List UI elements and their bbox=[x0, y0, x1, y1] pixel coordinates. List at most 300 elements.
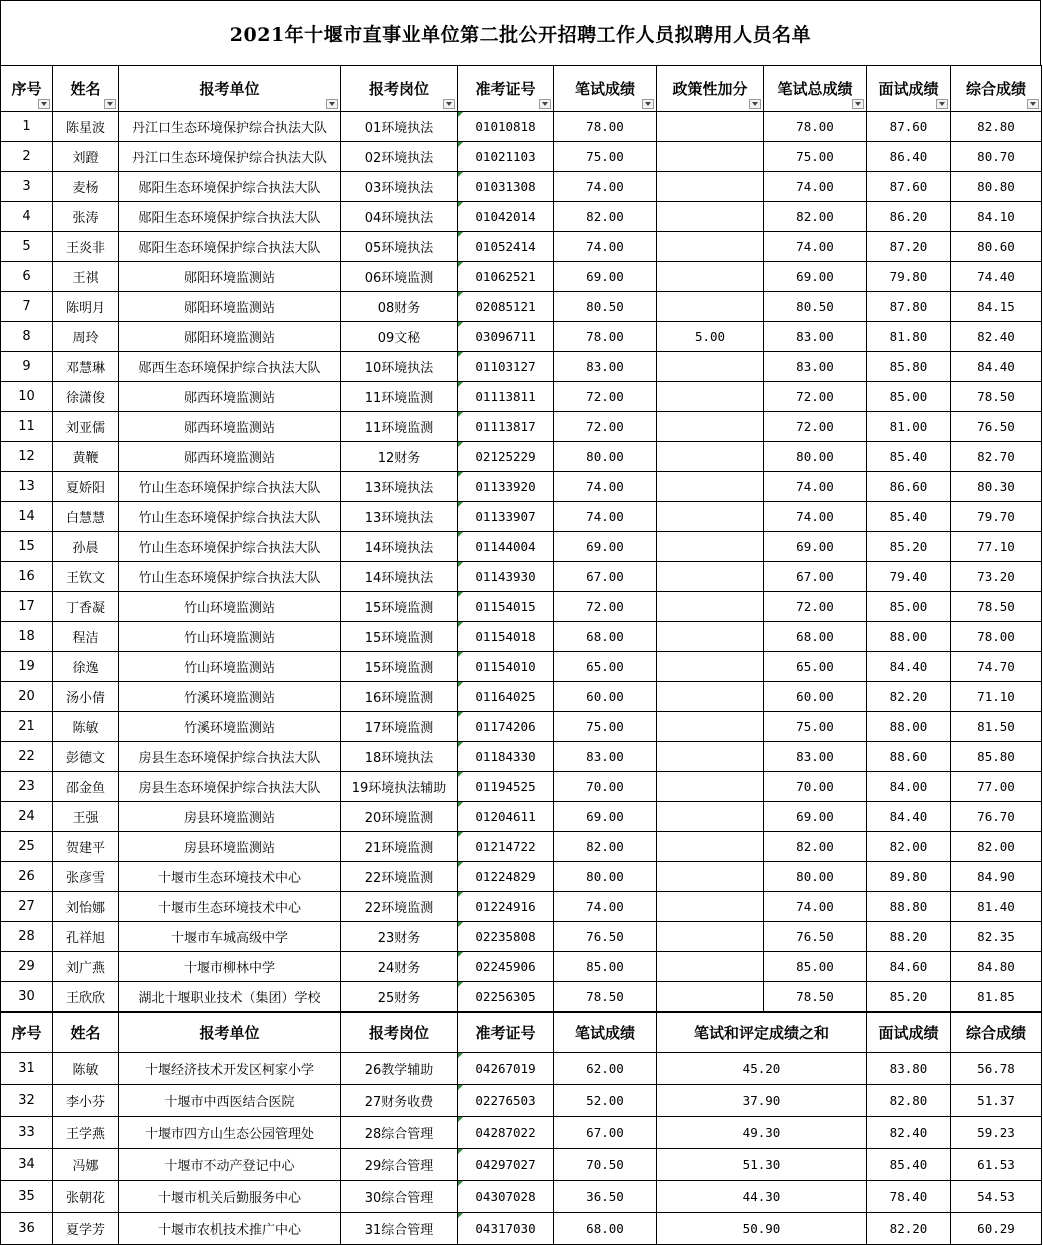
table-cell bbox=[657, 172, 764, 202]
table-cell: 76.70 bbox=[951, 802, 1042, 832]
table-cell: 05环境执法 bbox=[341, 232, 458, 262]
table-cell: 竹山生态环境保护综合执法大队 bbox=[119, 502, 341, 532]
table-cell: 84.40 bbox=[951, 352, 1042, 382]
table-cell: 56.78 bbox=[951, 1053, 1042, 1085]
column-header bbox=[1, 66, 53, 112]
table-cell bbox=[657, 712, 764, 742]
hiring-table bbox=[0, 65, 1042, 1012]
table-cell: 75.00 bbox=[764, 142, 867, 172]
table-cell: 29 bbox=[1, 952, 53, 982]
table-cell: 72.00 bbox=[764, 382, 867, 412]
table-cell: 67.00 bbox=[554, 562, 657, 592]
table-cell: 10环境执法 bbox=[341, 352, 458, 382]
table-row bbox=[1, 772, 1042, 802]
table-cell: 85.00 bbox=[867, 592, 951, 622]
table-cell: 29综合管理 bbox=[341, 1149, 458, 1181]
table-row bbox=[1, 232, 1042, 262]
table-cell: 81.40 bbox=[951, 892, 1042, 922]
table-cell: 82.40 bbox=[867, 1117, 951, 1149]
column-header-label: 笔试和评定成绩之和 bbox=[693, 1024, 829, 1042]
table-cell: 82.80 bbox=[867, 1085, 951, 1117]
table-cell: 丹江口生态环境保护综合执法大队 bbox=[119, 112, 341, 142]
table-cell: 88.00 bbox=[867, 712, 951, 742]
table-cell: 01174206 bbox=[458, 712, 554, 742]
table-cell bbox=[657, 262, 764, 292]
table-cell: 23财务 bbox=[341, 922, 458, 952]
table-cell: 82.00 bbox=[764, 202, 867, 232]
table-cell: 陈敏 bbox=[53, 712, 119, 742]
column-header bbox=[657, 66, 764, 112]
table-cell: 44.30 bbox=[657, 1181, 867, 1213]
table-cell: 04287022 bbox=[458, 1117, 554, 1149]
table-cell: 84.80 bbox=[951, 952, 1042, 982]
table-cell: 37.90 bbox=[657, 1085, 867, 1117]
table-cell: 21环境监测 bbox=[341, 832, 458, 862]
table-row bbox=[1, 172, 1042, 202]
table-cell: 15环境监测 bbox=[341, 652, 458, 682]
table-cell: 76.50 bbox=[554, 922, 657, 952]
column-header bbox=[867, 66, 951, 112]
table-cell: 4 bbox=[1, 202, 53, 232]
table-cell: 19环境执法辅助 bbox=[341, 772, 458, 802]
table-row bbox=[1, 982, 1042, 1012]
table-cell: 62.00 bbox=[554, 1053, 657, 1085]
column-header bbox=[53, 66, 119, 112]
table-row bbox=[1, 1085, 1042, 1117]
table-row bbox=[1, 952, 1042, 982]
table-cell: 33 bbox=[1, 1117, 53, 1149]
table-cell: 郧阳环境监测站 bbox=[119, 322, 341, 352]
column-header-label: 综合成绩 bbox=[965, 1024, 1026, 1042]
table-cell: 80.00 bbox=[554, 862, 657, 892]
column-header-label: 序号 bbox=[11, 80, 42, 98]
table-cell: 85.00 bbox=[554, 952, 657, 982]
table-cell bbox=[657, 622, 764, 652]
table-cell: 68.00 bbox=[764, 622, 867, 652]
table-cell: 25财务 bbox=[341, 982, 458, 1012]
table-cell: 72.00 bbox=[764, 412, 867, 442]
table-cell: 80.00 bbox=[554, 442, 657, 472]
table-cell: 冯娜 bbox=[53, 1149, 119, 1181]
table-cell: 75.00 bbox=[554, 142, 657, 172]
filter-dropdown-icon[interactable] bbox=[443, 99, 455, 109]
table-cell: 01133920 bbox=[458, 472, 554, 502]
table-cell: 14环境执法 bbox=[341, 562, 458, 592]
table-cell: 王钦文 bbox=[53, 562, 119, 592]
table-cell: 竹山环境监测站 bbox=[119, 652, 341, 682]
table-cell: 6 bbox=[1, 262, 53, 292]
table-cell bbox=[657, 592, 764, 622]
table-cell: 54.53 bbox=[951, 1181, 1042, 1213]
table-cell: 70.50 bbox=[554, 1149, 657, 1181]
page-title: 2021年十堰市直事业单位第二批公开招聘工作人员拟聘用人员名单 bbox=[0, 0, 1041, 66]
table-cell: 74.00 bbox=[554, 472, 657, 502]
table-cell: 81.80 bbox=[867, 322, 951, 352]
table-cell: 61.53 bbox=[951, 1149, 1042, 1181]
table-cell: 83.80 bbox=[867, 1053, 951, 1085]
filter-dropdown-icon[interactable] bbox=[852, 99, 864, 109]
table-cell: 85.40 bbox=[867, 1149, 951, 1181]
table-row bbox=[1, 472, 1042, 502]
table-cell: 贺建平 bbox=[53, 832, 119, 862]
table-row bbox=[1, 652, 1042, 682]
table-cell: 84.10 bbox=[951, 202, 1042, 232]
table-cell: 01154010 bbox=[458, 652, 554, 682]
table-cell: 84.90 bbox=[951, 862, 1042, 892]
table-cell bbox=[657, 202, 764, 232]
table-cell: 82.00 bbox=[951, 832, 1042, 862]
table-cell: 60.00 bbox=[764, 682, 867, 712]
table-cell: 13环境执法 bbox=[341, 502, 458, 532]
table-row bbox=[1, 712, 1042, 742]
table-cell: 01133907 bbox=[458, 502, 554, 532]
table-cell: 房县环境监测站 bbox=[119, 802, 341, 832]
table-cell: 70.00 bbox=[764, 772, 867, 802]
table-cell: 85.80 bbox=[951, 742, 1042, 772]
filter-dropdown-icon[interactable] bbox=[539, 99, 551, 109]
table-cell: 15环境监测 bbox=[341, 622, 458, 652]
table-cell: 84.00 bbox=[867, 772, 951, 802]
table-cell: 22环境监测 bbox=[341, 892, 458, 922]
table-cell: 75.00 bbox=[554, 712, 657, 742]
table-cell: 01052414 bbox=[458, 232, 554, 262]
table-cell: 82.20 bbox=[867, 1213, 951, 1245]
table-cell: 88.80 bbox=[867, 892, 951, 922]
table-cell: 88.00 bbox=[867, 622, 951, 652]
table-cell: 28综合管理 bbox=[341, 1117, 458, 1149]
filter-dropdown-icon[interactable] bbox=[104, 99, 116, 109]
table-cell: 74.00 bbox=[554, 172, 657, 202]
filter-dropdown-icon[interactable] bbox=[642, 99, 654, 109]
table-cell: 郧阳环境监测站 bbox=[119, 262, 341, 292]
table-cell: 88.60 bbox=[867, 742, 951, 772]
table-cell: 02环境执法 bbox=[341, 142, 458, 172]
table-row bbox=[1, 322, 1042, 352]
table-cell: 竹山环境监测站 bbox=[119, 622, 341, 652]
table-cell: 十堰市柳林中学 bbox=[119, 952, 341, 982]
table-cell: 67.00 bbox=[554, 1117, 657, 1149]
column-header bbox=[554, 66, 657, 112]
table-cell: 84.40 bbox=[867, 802, 951, 832]
table-cell: 01184330 bbox=[458, 742, 554, 772]
table-cell: 74.00 bbox=[554, 502, 657, 532]
column-header-label: 笔试成绩 bbox=[574, 80, 635, 98]
table-cell: 81.50 bbox=[951, 712, 1042, 742]
table-cell: 7 bbox=[1, 292, 53, 322]
table-cell: 78.40 bbox=[867, 1181, 951, 1213]
table-cell: 26教学辅助 bbox=[341, 1053, 458, 1085]
table-cell: 17环境监测 bbox=[341, 712, 458, 742]
table-cell: 78.00 bbox=[951, 622, 1042, 652]
table-cell: 湖北十堰职业技术（集团）学校 bbox=[119, 982, 341, 1012]
column-header bbox=[1, 1013, 53, 1053]
table-cell: 65.00 bbox=[554, 652, 657, 682]
table-cell: 88.20 bbox=[867, 922, 951, 952]
table-cell: 夏娇阳 bbox=[53, 472, 119, 502]
filter-dropdown-icon[interactable] bbox=[38, 99, 50, 109]
table-cell: 30综合管理 bbox=[341, 1181, 458, 1213]
table-cell: 14 bbox=[1, 502, 53, 532]
table-cell: 89.80 bbox=[867, 862, 951, 892]
table-row bbox=[1, 1181, 1042, 1213]
column-header bbox=[867, 1013, 951, 1053]
table-cell bbox=[657, 502, 764, 532]
table-cell: 11 bbox=[1, 412, 53, 442]
table-cell bbox=[657, 382, 764, 412]
table-cell: 王祺 bbox=[53, 262, 119, 292]
table-cell: 01164025 bbox=[458, 682, 554, 712]
table-cell: 82.00 bbox=[764, 832, 867, 862]
table-cell: 69.00 bbox=[764, 802, 867, 832]
table-cell: 28 bbox=[1, 922, 53, 952]
table-cell: 02256305 bbox=[458, 982, 554, 1012]
table-cell: 78.00 bbox=[554, 112, 657, 142]
table-cell: 85.20 bbox=[867, 532, 951, 562]
table-row bbox=[1, 892, 1042, 922]
table-cell: 竹山生态环境保护综合执法大队 bbox=[119, 562, 341, 592]
table-cell: 27 bbox=[1, 892, 53, 922]
column-header-label: 序号 bbox=[11, 1024, 42, 1042]
table-cell: 80.80 bbox=[951, 172, 1042, 202]
column-header bbox=[458, 1013, 554, 1053]
table-row bbox=[1, 562, 1042, 592]
table-cell bbox=[657, 742, 764, 772]
table-cell: 竹山生态环境保护综合执法大队 bbox=[119, 472, 341, 502]
table-row bbox=[1, 682, 1042, 712]
table-cell bbox=[657, 472, 764, 502]
table-cell: 徐逸 bbox=[53, 652, 119, 682]
table-cell: 45.20 bbox=[657, 1053, 867, 1085]
column-header bbox=[53, 1013, 119, 1053]
table-cell: 02085121 bbox=[458, 292, 554, 322]
column-header-label: 面试成绩 bbox=[878, 1024, 939, 1042]
table-cell: 2 bbox=[1, 142, 53, 172]
table-cell: 09文秘 bbox=[341, 322, 458, 352]
table-cell: 34 bbox=[1, 1149, 53, 1181]
table-cell: 1 bbox=[1, 112, 53, 142]
table-row bbox=[1, 442, 1042, 472]
table-cell: 49.30 bbox=[657, 1117, 867, 1149]
table-cell: 82.35 bbox=[951, 922, 1042, 952]
table-cell bbox=[657, 892, 764, 922]
table-cell: 邵金鱼 bbox=[53, 772, 119, 802]
table-cell: 17 bbox=[1, 592, 53, 622]
table-cell: 78.00 bbox=[764, 112, 867, 142]
table-cell: 74.70 bbox=[951, 652, 1042, 682]
table-cell bbox=[657, 532, 764, 562]
table-cell: 21 bbox=[1, 712, 53, 742]
column-header bbox=[657, 1013, 867, 1053]
table-cell: 郧西环境监测站 bbox=[119, 382, 341, 412]
table-cell: 72.00 bbox=[554, 592, 657, 622]
table-cell: 76.50 bbox=[951, 412, 1042, 442]
table-cell: 80.00 bbox=[764, 862, 867, 892]
table-cell: 85.00 bbox=[764, 952, 867, 982]
table-row bbox=[1, 1117, 1042, 1149]
table-cell: 张朝花 bbox=[53, 1181, 119, 1213]
table-cell: 74.00 bbox=[764, 892, 867, 922]
table-row bbox=[1, 502, 1042, 532]
table-cell: 竹山环境监测站 bbox=[119, 592, 341, 622]
table-cell: 程洁 bbox=[53, 622, 119, 652]
column-header-label: 报考单位 bbox=[199, 80, 260, 98]
table-cell: 72.00 bbox=[554, 412, 657, 442]
table-cell: 8 bbox=[1, 322, 53, 352]
table-cell: 14环境执法 bbox=[341, 532, 458, 562]
table-cell: 80.70 bbox=[951, 142, 1042, 172]
table-cell: 王强 bbox=[53, 802, 119, 832]
table-cell: 十堰经济技术开发区柯家小学 bbox=[119, 1053, 341, 1085]
filter-dropdown-icon[interactable] bbox=[936, 99, 948, 109]
column-header-label: 政策性加分 bbox=[672, 80, 748, 98]
table-row bbox=[1, 262, 1042, 292]
table-cell: 16环境监测 bbox=[341, 682, 458, 712]
table-row bbox=[1, 622, 1042, 652]
table-cell: 李小芬 bbox=[53, 1085, 119, 1117]
table-cell: 74.40 bbox=[951, 262, 1042, 292]
table-row bbox=[1, 142, 1042, 172]
table-cell: 74.00 bbox=[764, 502, 867, 532]
table-cell: 87.80 bbox=[867, 292, 951, 322]
table-cell bbox=[657, 982, 764, 1012]
table-cell: 郧阳生态环境保护综合执法大队 bbox=[119, 172, 341, 202]
table-cell bbox=[657, 802, 764, 832]
table-cell: 竹溪环境监测站 bbox=[119, 712, 341, 742]
table-cell: 27财务收费 bbox=[341, 1085, 458, 1117]
table-cell: 31综合管理 bbox=[341, 1213, 458, 1245]
table-cell: 68.00 bbox=[554, 1213, 657, 1245]
table-cell: 周玲 bbox=[53, 322, 119, 352]
table-cell: 25 bbox=[1, 832, 53, 862]
table-cell: 71.10 bbox=[951, 682, 1042, 712]
table-cell: 黄鞭 bbox=[53, 442, 119, 472]
table-cell: 5.00 bbox=[657, 322, 764, 352]
table-cell: 82.00 bbox=[554, 832, 657, 862]
filter-dropdown-icon[interactable] bbox=[1027, 99, 1039, 109]
table-cell: 80.30 bbox=[951, 472, 1042, 502]
table-cell: 78.50 bbox=[764, 982, 867, 1012]
table-cell: 01113811 bbox=[458, 382, 554, 412]
table-cell: 10 bbox=[1, 382, 53, 412]
table-cell: 陈敏 bbox=[53, 1053, 119, 1085]
table-cell: 01144004 bbox=[458, 532, 554, 562]
table-cell: 81.85 bbox=[951, 982, 1042, 1012]
table-cell: 01031308 bbox=[458, 172, 554, 202]
column-header-label: 准考证号 bbox=[475, 1024, 536, 1042]
table-cell: 78.50 bbox=[951, 382, 1042, 412]
table-cell: 郧阳生态环境保护综合执法大队 bbox=[119, 232, 341, 262]
table-row bbox=[1, 112, 1042, 142]
table-cell: 丹江口生态环境保护综合执法大队 bbox=[119, 142, 341, 172]
table-cell: 80.60 bbox=[951, 232, 1042, 262]
table-cell: 刘广燕 bbox=[53, 952, 119, 982]
table-cell: 74.00 bbox=[764, 472, 867, 502]
table-cell: 82.70 bbox=[951, 442, 1042, 472]
column-header bbox=[951, 66, 1042, 112]
table-cell: 夏学芳 bbox=[53, 1213, 119, 1245]
table-cell: 13 bbox=[1, 472, 53, 502]
table-cell: 郧阳生态环境保护综合执法大队 bbox=[119, 202, 341, 232]
table-cell: 86.60 bbox=[867, 472, 951, 502]
column-header bbox=[119, 66, 341, 112]
table-cell: 22环境监测 bbox=[341, 862, 458, 892]
table-cell: 房县环境监测站 bbox=[119, 832, 341, 862]
table-cell: 15环境监测 bbox=[341, 592, 458, 622]
column-header bbox=[458, 66, 554, 112]
filter-dropdown-icon[interactable] bbox=[749, 99, 761, 109]
table-cell: 86.40 bbox=[867, 142, 951, 172]
table-cell: 87.60 bbox=[867, 172, 951, 202]
table-row bbox=[1, 802, 1042, 832]
table-cell: 9 bbox=[1, 352, 53, 382]
table-cell: 84.60 bbox=[867, 952, 951, 982]
column-header bbox=[341, 1013, 458, 1053]
table-cell: 麦杨 bbox=[53, 172, 119, 202]
table-row bbox=[1, 862, 1042, 892]
table-cell: 76.50 bbox=[764, 922, 867, 952]
table-cell: 01214722 bbox=[458, 832, 554, 862]
table-cell: 刘怡娜 bbox=[53, 892, 119, 922]
table-cell: 陈明月 bbox=[53, 292, 119, 322]
table-cell: 王欣欣 bbox=[53, 982, 119, 1012]
column-header-label: 报考岗位 bbox=[368, 1024, 429, 1042]
table-cell bbox=[657, 112, 764, 142]
table-row bbox=[1, 382, 1042, 412]
column-header bbox=[119, 1013, 341, 1053]
table-cell: 35 bbox=[1, 1181, 53, 1213]
table-cell: 汤小倩 bbox=[53, 682, 119, 712]
table-cell: 74.00 bbox=[554, 892, 657, 922]
table-cell: 84.40 bbox=[867, 652, 951, 682]
table-cell: 01224916 bbox=[458, 892, 554, 922]
filter-dropdown-icon[interactable] bbox=[326, 99, 338, 109]
table-cell: 15 bbox=[1, 532, 53, 562]
table-cell: 01154015 bbox=[458, 592, 554, 622]
table-cell: 01224829 bbox=[458, 862, 554, 892]
table-cell: 22 bbox=[1, 742, 53, 772]
table-cell: 87.20 bbox=[867, 232, 951, 262]
table-row bbox=[1, 832, 1042, 862]
table-cell: 69.00 bbox=[554, 802, 657, 832]
table-cell: 84.15 bbox=[951, 292, 1042, 322]
table-cell: 31 bbox=[1, 1053, 53, 1085]
column-header-label: 笔试成绩 bbox=[574, 1024, 635, 1042]
table-cell: 18环境执法 bbox=[341, 742, 458, 772]
table-cell: 19 bbox=[1, 652, 53, 682]
table-cell: 竹山生态环境保护综合执法大队 bbox=[119, 532, 341, 562]
table-cell: 85.20 bbox=[867, 982, 951, 1012]
table-cell: 03096711 bbox=[458, 322, 554, 352]
table-cell: 87.60 bbox=[867, 112, 951, 142]
table-cell: 11环境监测 bbox=[341, 382, 458, 412]
table-cell: 十堰市机关后勤服务中心 bbox=[119, 1181, 341, 1213]
table-cell: 13环境执法 bbox=[341, 472, 458, 502]
table-cell: 83.00 bbox=[764, 742, 867, 772]
table-cell: 24财务 bbox=[341, 952, 458, 982]
table-cell: 65.00 bbox=[764, 652, 867, 682]
table-cell: 郧西环境监测站 bbox=[119, 442, 341, 472]
table-cell: 80.50 bbox=[764, 292, 867, 322]
table-cell: 83.00 bbox=[764, 352, 867, 382]
table-row bbox=[1, 532, 1042, 562]
column-header bbox=[554, 1013, 657, 1053]
table-cell: 02245906 bbox=[458, 952, 554, 982]
table-cell: 77.10 bbox=[951, 532, 1042, 562]
table-cell: 51.37 bbox=[951, 1085, 1042, 1117]
table-cell: 房县生态环境保护综合执法大队 bbox=[119, 772, 341, 802]
table-cell: 85.00 bbox=[867, 382, 951, 412]
table-cell: 孙晨 bbox=[53, 532, 119, 562]
